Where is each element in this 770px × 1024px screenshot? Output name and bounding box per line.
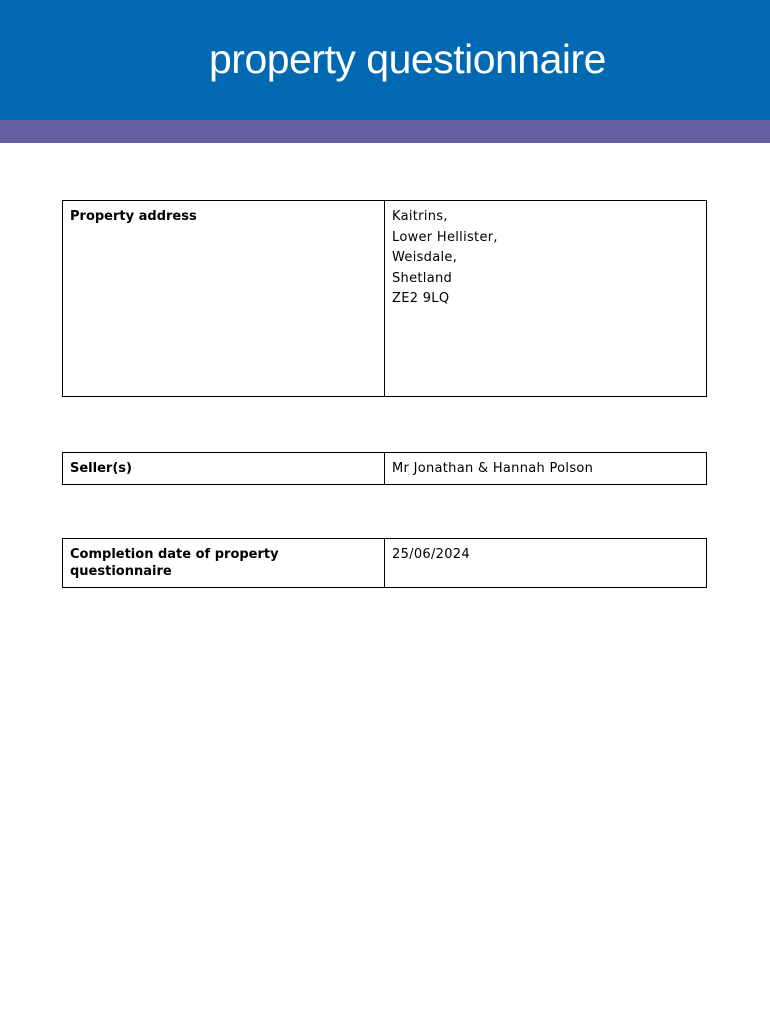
completion-date-label: Completion date of property questionnaire — [63, 539, 385, 588]
address-line: Weisdale, — [392, 250, 458, 266]
property-address-table — [62, 200, 707, 397]
table-row — [63, 201, 707, 397]
header-band — [0, 0, 770, 120]
table-row — [63, 539, 707, 588]
address-line: Lower Hellister, — [392, 229, 498, 245]
completion-date-value: 25/06/2024 — [385, 539, 707, 588]
address-line: ZE2 9LQ — [392, 291, 450, 307]
sellers-value: Mr Jonathan & Hannah Polson — [385, 453, 707, 485]
page-title: property questionnaire — [209, 36, 606, 82]
address-line: Kaitrins, — [392, 209, 448, 224]
property-address-label: Property address — [63, 201, 385, 397]
sellers-label: Seller(s) — [63, 453, 385, 485]
property-address-value — [385, 201, 707, 397]
header-accent-band — [0, 120, 770, 143]
address-line: Shetland — [392, 270, 453, 286]
table-row — [63, 453, 707, 485]
completion-date-table — [62, 538, 707, 588]
sellers-table — [62, 452, 707, 485]
